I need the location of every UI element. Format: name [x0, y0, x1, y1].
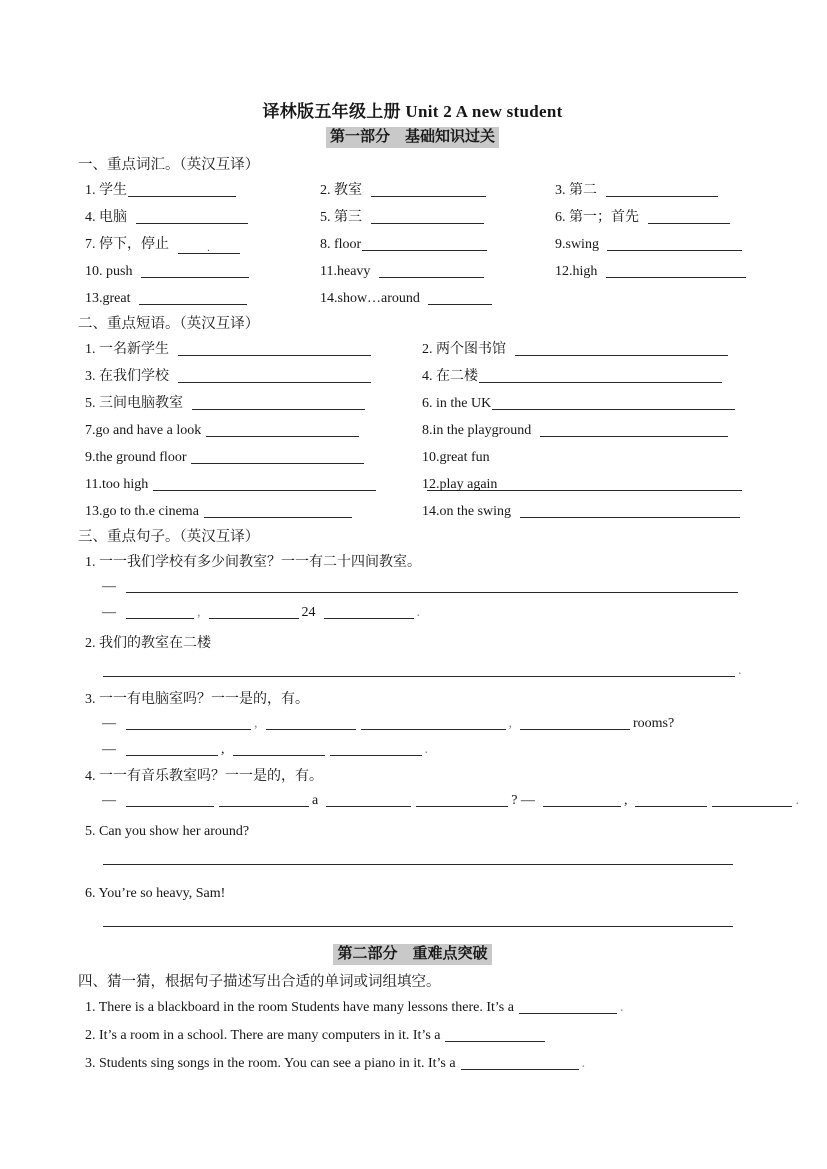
phrase-label: 10.great fun — [422, 450, 490, 465]
vocab-item — [320, 177, 555, 204]
sentence-block-1 — [78, 551, 747, 626]
vocab-row — [85, 204, 747, 231]
answer-blank — [479, 370, 722, 383]
punct-token: . — [424, 742, 428, 757]
phrase-item — [422, 498, 747, 525]
answer-blank — [371, 184, 486, 197]
vocab-label: 6. 第一；首先 — [555, 210, 643, 225]
answer-blank — [648, 211, 730, 224]
vocab-row — [85, 177, 747, 204]
phrase-label: 7.go and have a look — [85, 423, 202, 438]
answer-blank — [126, 794, 214, 807]
vocab-label: 8. floor — [320, 237, 362, 252]
dash-token: — — [102, 742, 116, 757]
guess-item — [85, 1022, 747, 1050]
answer-line — [102, 711, 747, 737]
answer-blank — [607, 238, 742, 251]
answer-blank — [361, 717, 506, 730]
vocab-label: 2. 教室 — [320, 183, 366, 198]
vocab-item — [555, 231, 747, 258]
sentence-block-2 — [78, 632, 747, 686]
phrase-label: 9.the ground floor — [85, 450, 187, 465]
phrase-label: 1. 一名新学生 — [85, 342, 173, 357]
answer-blank — [139, 292, 247, 305]
answer-blank — [266, 717, 356, 730]
sentence-block-3 — [78, 688, 747, 763]
answer-blank — [103, 914, 733, 927]
vocab-item — [85, 204, 320, 231]
answer-blank — [606, 265, 746, 278]
answer-blank — [136, 211, 248, 224]
answer-line — [102, 905, 747, 936]
answer-line — [102, 574, 747, 600]
answer-blank — [543, 794, 621, 807]
punct-token: , — [508, 716, 512, 731]
answer-blank — [416, 794, 508, 807]
vocab-item — [555, 177, 747, 204]
part2-header: 第二部分 重难点突破 — [333, 944, 491, 965]
phrase-label: 13.go to th.e cinema — [85, 504, 199, 519]
answer-line — [102, 600, 747, 626]
vocab-label: 10. push — [85, 264, 136, 279]
punct-token: , — [221, 742, 225, 757]
punct-token: , — [623, 793, 628, 808]
word-token: ? — — [511, 793, 535, 808]
sentence-prompt: 3. 一一有电脑室吗？一一是的，有。 — [85, 692, 309, 707]
vocab-label: 4. 电脑 — [85, 210, 131, 225]
phrase-label: 8.in the playground — [422, 423, 535, 438]
answer-blank — [461, 1057, 579, 1070]
vocab-label: 14.show…around — [320, 291, 424, 306]
vocab-row — [85, 285, 747, 312]
vocab-item — [85, 285, 320, 312]
phrase-item — [422, 390, 747, 417]
phrase-row — [85, 363, 747, 390]
answer-blank — [178, 343, 371, 356]
answer-blank — [126, 606, 194, 619]
answer-line — [102, 843, 747, 874]
phrase-item — [85, 336, 422, 363]
phrase-label: 12.play again — [422, 477, 501, 492]
phrase-item — [85, 363, 422, 390]
phrases-heading: 二、重点短语。（英汉互译） — [78, 316, 260, 332]
answer-blank — [209, 606, 299, 619]
answer-blank — [492, 397, 735, 410]
vocab-label: 5. 第三 — [320, 210, 366, 225]
punct-token: . — [738, 663, 742, 678]
dash-token: — — [102, 605, 116, 620]
sentence-prompt: 4. 一一有音乐教室吗？一一是的，有。 — [85, 769, 323, 784]
answer-blank — [219, 794, 309, 807]
word-token: rooms? — [633, 716, 675, 731]
sentence-prompt: 2. 我们的教室在二楼 — [85, 636, 211, 651]
answer-blank — [540, 424, 728, 437]
answer-blank — [515, 343, 728, 356]
answer-line — [102, 655, 747, 686]
vocab-heading: 一、重点词汇。（英汉互译） — [78, 157, 260, 173]
dot-mark: . — [207, 242, 210, 254]
vocab-label: 7. 停下，停止 — [85, 237, 173, 252]
page-title: 译林版五年级上册 Unit 2 A new student — [262, 102, 563, 121]
sentences-heading: 三、重点句子。（英汉互译） — [78, 529, 260, 545]
vocab-label: 11.heavy — [320, 264, 374, 279]
answer-blank — [520, 505, 740, 518]
answer-blank — [126, 580, 738, 593]
vocab-row — [85, 231, 747, 258]
answer-blank — [371, 211, 484, 224]
dash-token: — — [102, 793, 116, 808]
dash-token: — — [102, 579, 116, 594]
punct-token: , — [197, 605, 201, 620]
vocab-item — [320, 231, 555, 258]
vocab-item — [85, 231, 320, 258]
answer-blank — [326, 794, 411, 807]
phrase-item — [422, 471, 747, 498]
word-token: a — [312, 793, 319, 808]
phrase-label: 2. 两个图书馆 — [422, 342, 510, 357]
vocab-label: 9.swing — [555, 237, 603, 252]
phrase-label: 6. in the UK — [422, 396, 492, 411]
sentence-block-4 — [78, 765, 799, 814]
vocab-label: 13.great — [85, 291, 134, 306]
answer-blank — [126, 743, 218, 756]
answer-line — [102, 737, 747, 763]
phrase-item — [422, 363, 747, 390]
phrase-item — [422, 336, 747, 363]
answer-blank — [206, 424, 359, 437]
punct-token: . — [619, 1000, 624, 1015]
answer-blank — [204, 505, 352, 518]
guess-item — [85, 994, 747, 1022]
sentence-block-5 — [78, 820, 747, 874]
phrase-label: 5. 三间电脑教室 — [85, 396, 187, 411]
answer-blank — [712, 794, 792, 807]
part1-header: 第一部分 基础知识过关 — [326, 127, 499, 148]
answer-blank — [445, 1029, 545, 1042]
vocab-label: 12.high — [555, 264, 601, 279]
phrase-row — [85, 417, 747, 444]
answer-blank — [191, 451, 364, 464]
phrase-item — [85, 417, 422, 444]
phrase-item — [85, 444, 422, 471]
vocab-item — [85, 258, 320, 285]
answer-blank — [324, 606, 414, 619]
answer-blank — [153, 478, 376, 491]
answer-blank — [379, 265, 484, 278]
sentence-prompt: 6. You’re so heavy, Sam! — [85, 886, 226, 901]
guess-text: 3. Students sing songs in the room. You can see a piano in it. It’s a — [85, 1056, 456, 1071]
sentence-prompt: 1. 一一我们学校有多少间教室？一一有二十四间教室。 — [85, 555, 421, 570]
vocab-item — [555, 204, 747, 231]
part2-heading: 四、猜一猜，根据句子描述写出合适的单词或词组填空。 — [78, 974, 441, 990]
answer-blank — [103, 664, 735, 677]
answer-blank — [362, 238, 487, 251]
phrase-label: 11.too high — [85, 477, 149, 492]
phrase-label: 14.on the swing — [422, 504, 515, 519]
phrase-item — [422, 417, 747, 444]
vocab-grid — [85, 177, 747, 312]
phrase-row — [85, 471, 747, 498]
answer-blank — [233, 743, 325, 756]
answer-blank — [126, 717, 251, 730]
answer-blank — [178, 370, 371, 383]
answer-blank — [330, 743, 422, 756]
phrase-item — [85, 471, 422, 498]
answer-blank — [606, 184, 718, 197]
guess-item — [85, 1050, 747, 1078]
vocab-item — [320, 204, 555, 231]
punct-token: . — [581, 1056, 586, 1071]
phrase-row — [85, 390, 747, 417]
answer-blank — [635, 794, 707, 807]
part1-header-row — [78, 127, 747, 148]
answer-blank — [192, 397, 365, 410]
word-token: 24 — [301, 605, 316, 620]
answer-line — [102, 788, 799, 814]
phrase-label: 4. 在二楼 — [422, 369, 478, 384]
answer-blank — [520, 717, 630, 730]
part2-header-row — [78, 944, 747, 965]
phrase-item — [85, 390, 422, 417]
guess-text: 2. It’s a room in a school. There are many computers in it. It’s a — [85, 1028, 441, 1043]
phrase-row — [85, 498, 747, 525]
answer-blank — [128, 184, 236, 197]
vocab-item — [320, 258, 555, 285]
vocab-item — [320, 285, 555, 312]
punct-token: , — [254, 716, 258, 731]
vocab-label: 3. 第二 — [555, 183, 601, 198]
vocab-row — [85, 258, 747, 285]
punct-token: . — [795, 793, 799, 808]
dash-token: — — [102, 716, 116, 731]
phrase-item — [85, 498, 422, 525]
answer-blank — [103, 852, 733, 865]
answer-blank — [519, 1001, 617, 1014]
vocab-item — [85, 177, 320, 204]
vocab-item — [555, 258, 747, 285]
sentence-block-6 — [78, 882, 747, 936]
answer-blank — [428, 292, 492, 305]
sentence-prompt: 5. Can you show her around? — [85, 824, 250, 839]
answer-blank — [506, 478, 742, 491]
phrases-grid — [85, 336, 747, 525]
phrase-label: 3. 在我们学校 — [85, 369, 173, 384]
guess-text: 1. There is a blackboard in the room Students have many lessons there. It’s a — [85, 1000, 514, 1015]
phrase-row — [85, 336, 747, 363]
punct-token: . — [416, 605, 420, 620]
answer-blank — [141, 265, 249, 278]
answer-blank — [178, 241, 240, 254]
phrase-row — [85, 444, 747, 471]
vocab-label: 1. 学生 — [85, 183, 127, 198]
